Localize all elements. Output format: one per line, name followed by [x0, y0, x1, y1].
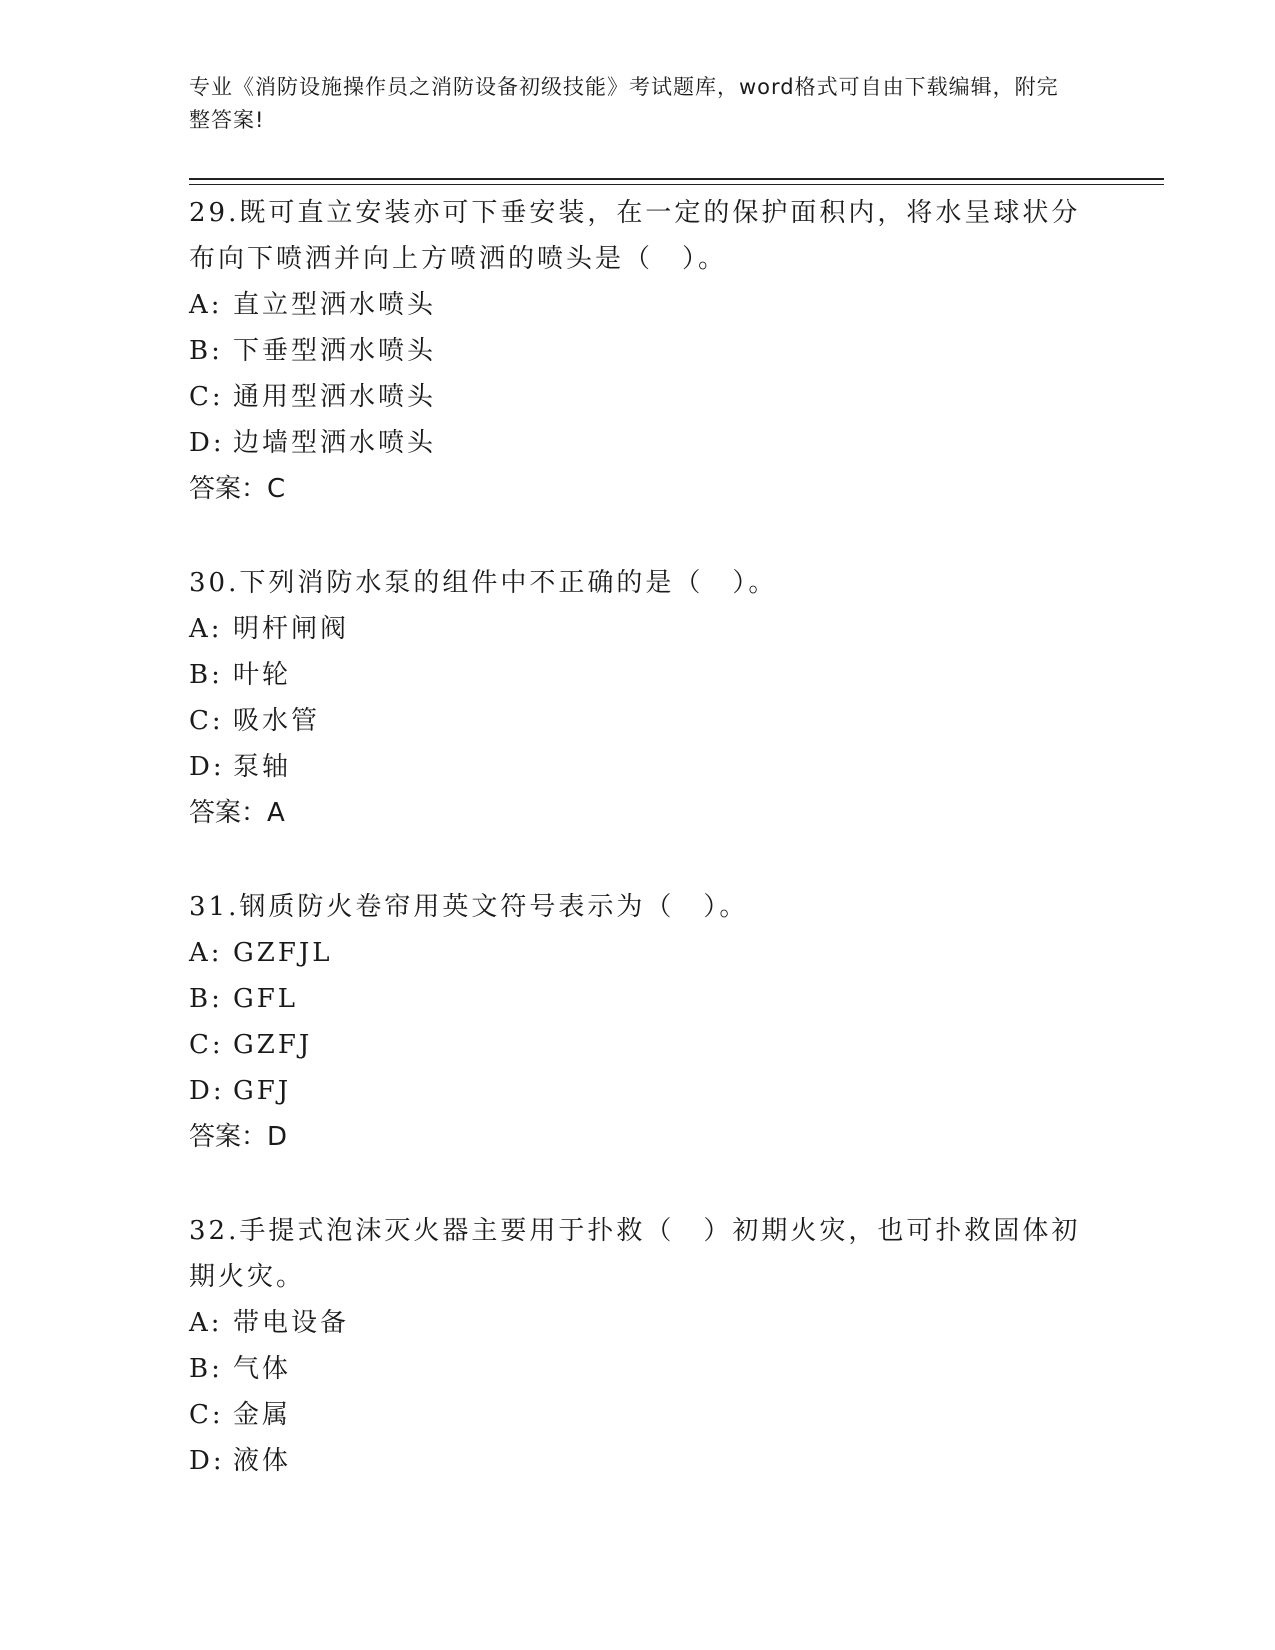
- option-letter: C:: [189, 1030, 224, 1060]
- option-letter: A:: [189, 938, 223, 968]
- option-b: [189, 328, 1089, 374]
- option-letter: D:: [189, 1446, 225, 1476]
- option-d: [189, 420, 1089, 466]
- question-29: [189, 190, 1089, 512]
- option-letter: A:: [189, 1308, 223, 1338]
- answer: 答案：A: [189, 798, 285, 828]
- option-a: [189, 930, 1089, 976]
- option-letter: B:: [189, 336, 223, 366]
- option-b: [189, 1346, 1089, 1392]
- header-divider-thin: [189, 184, 1164, 185]
- option-b: [189, 652, 1089, 698]
- question-stem: 31.钢质防火卷帘用英文符号表示为（ ）。: [189, 892, 749, 922]
- question-list: [189, 190, 1089, 1484]
- option-text: 吸水管: [233, 706, 321, 736]
- answer: 答案：D: [189, 1122, 288, 1152]
- option-a: [189, 282, 1089, 328]
- option-text: 液体: [233, 1446, 292, 1476]
- option-c: [189, 698, 1089, 744]
- option-letter: B:: [189, 660, 223, 690]
- option-text: 直立型洒水喷头: [233, 290, 437, 320]
- option-letter: B:: [189, 984, 223, 1014]
- option-a: [189, 1300, 1089, 1346]
- option-b: [189, 976, 1089, 1022]
- option-a: [189, 606, 1089, 652]
- option-letter: A:: [189, 614, 223, 644]
- option-letter: D:: [189, 428, 225, 458]
- question-stem: 30.下列消防水泵的组件中不正确的是（ ）。: [189, 568, 778, 598]
- option-text: 金属: [233, 1400, 292, 1430]
- option-d: [189, 1068, 1089, 1114]
- option-text: 气体: [233, 1354, 292, 1384]
- option-text: GZFJL: [233, 938, 333, 968]
- option-c: [189, 374, 1089, 420]
- option-text: 叶轮: [233, 660, 292, 690]
- option-text: 边墙型洒水喷头: [233, 428, 437, 458]
- option-d: [189, 1438, 1089, 1484]
- option-text: GZFJ: [233, 1030, 313, 1060]
- question-31: [189, 884, 1089, 1160]
- option-text: GFJ: [233, 1076, 292, 1106]
- question-32: [189, 1208, 1089, 1484]
- option-letter: C:: [189, 1400, 224, 1430]
- option-c: [189, 1022, 1089, 1068]
- option-text: 通用型洒水喷头: [233, 382, 437, 412]
- option-letter: B:: [189, 1354, 223, 1384]
- question-stem: 32.手提式泡沫灭火器主要用于扑救（ ）初期火灾，也可扑救固体初期火灾。: [189, 1216, 1081, 1292]
- option-letter: C:: [189, 706, 224, 736]
- question-30: [189, 560, 1089, 836]
- option-text: 泵轴: [233, 752, 292, 782]
- option-text: 带电设备: [233, 1308, 350, 1338]
- option-text: 明杆闸阀: [233, 614, 350, 644]
- option-letter: D:: [189, 1076, 225, 1106]
- question-stem: 29.既可直立安装亦可下垂安装，在一定的保护面积内，将水呈球状分布向下喷洒并向上方喷洒的喷头是（ ）。: [189, 198, 1081, 274]
- option-letter: C:: [189, 382, 224, 412]
- document-header: 专业《消防设施操作员之消防设备初级技能》考试题库，word格式可自由下载编辑，附完整答案!: [189, 75, 1059, 132]
- option-c: [189, 1392, 1089, 1438]
- option-letter: D:: [189, 752, 225, 782]
- option-d: [189, 744, 1089, 790]
- option-text: 下垂型洒水喷头: [233, 336, 437, 366]
- option-letter: A:: [189, 290, 223, 320]
- header-divider-thick: [189, 178, 1164, 180]
- answer: 答案：C: [189, 474, 286, 504]
- option-text: GFL: [233, 984, 299, 1014]
